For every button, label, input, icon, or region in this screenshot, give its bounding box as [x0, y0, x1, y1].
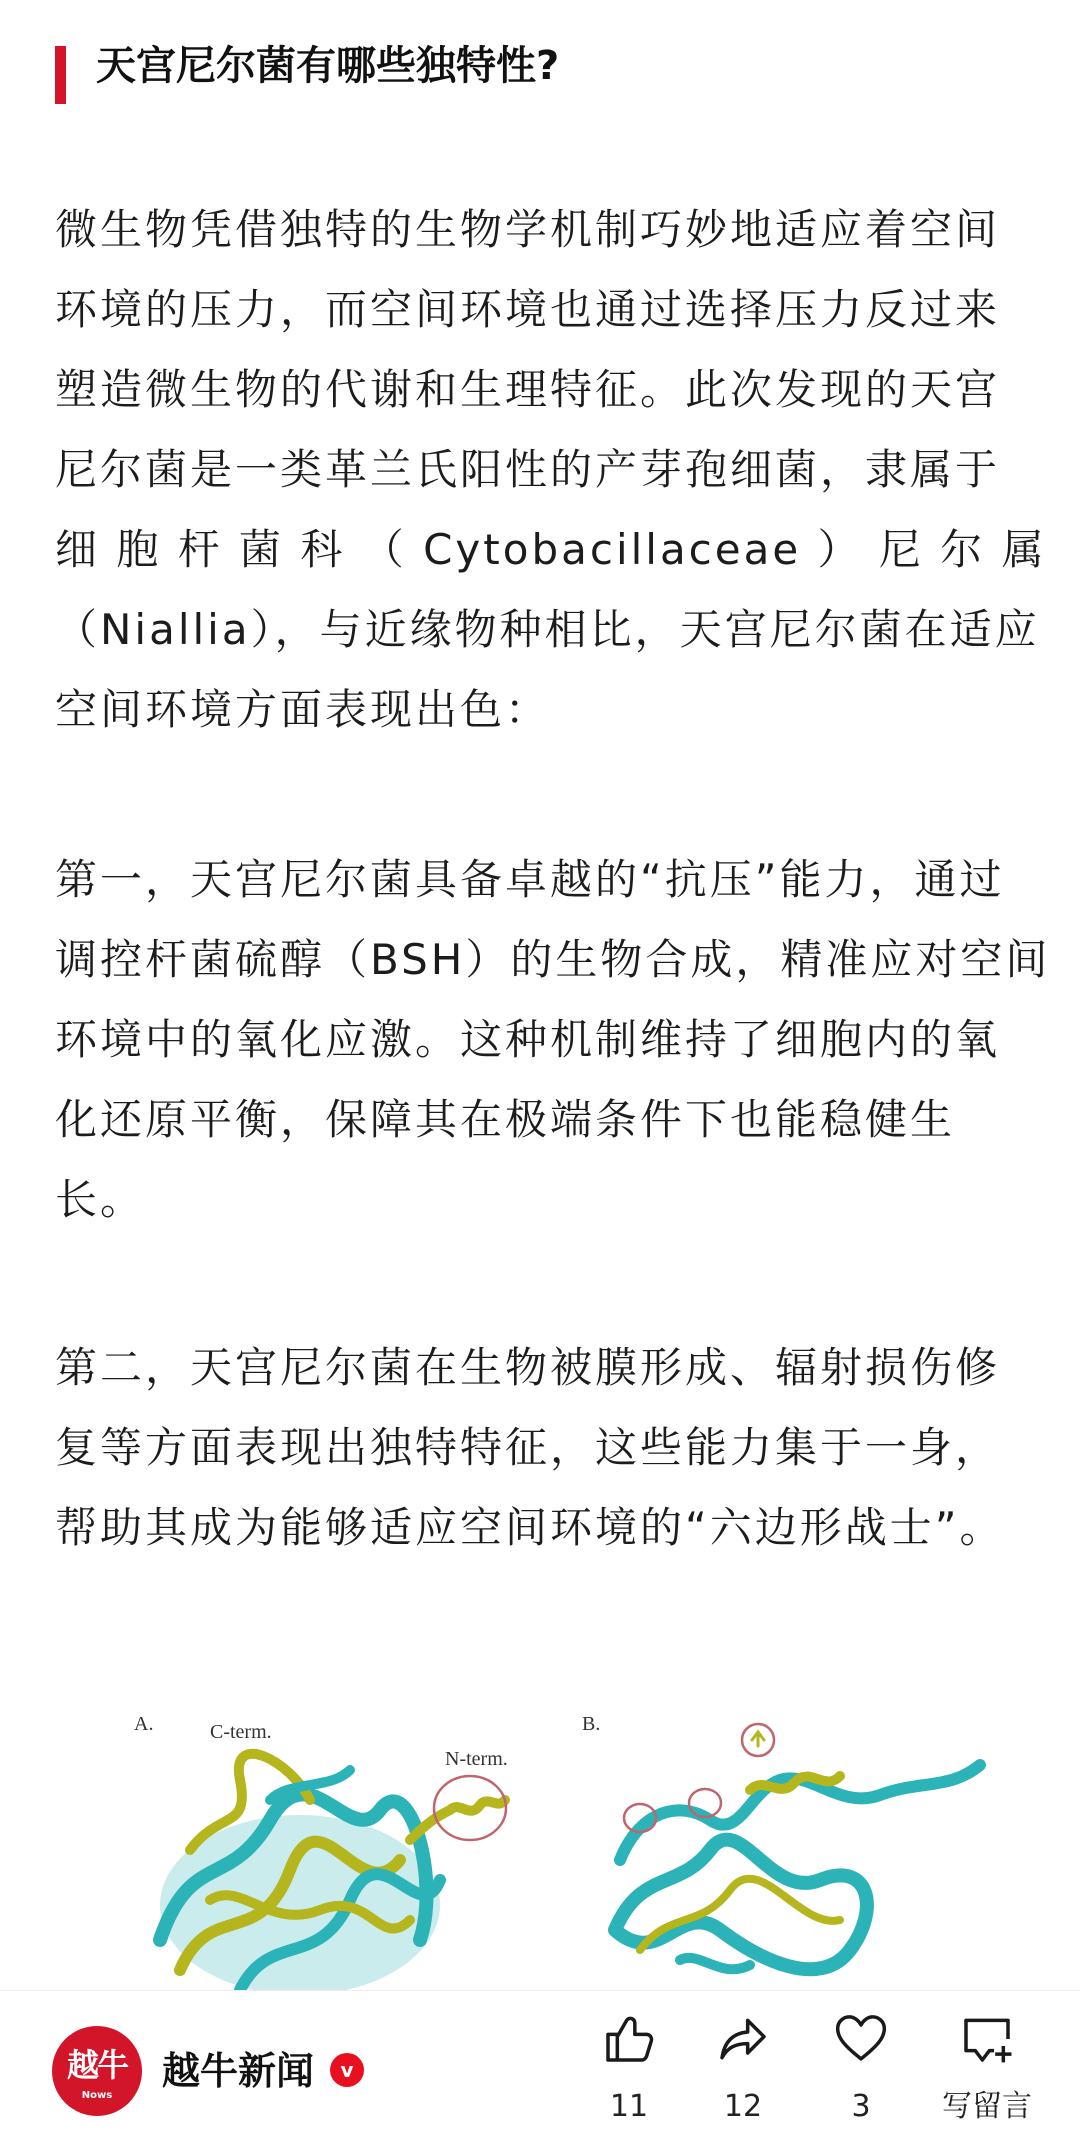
paragraph-line: 调控杆菌硫醇（BSH）的生物合成，精准应对空间: [55, 935, 1051, 984]
c-term-label: C-term.: [210, 1721, 272, 1743]
paragraph-line: 塑造微生物的代谢和生理特征。此次发现的天宫: [55, 365, 1001, 414]
paragraph-line: 第二，天宫尼尔菌在生物被膜形成、辐射损伤修: [55, 1343, 1001, 1392]
paragraph-line: 第一，天宫尼尔菌具备卓越的“抗压”能力，通过: [55, 855, 1005, 904]
write-comment-label: 写留言: [942, 2089, 1032, 2124]
panel-a-protein: [160, 1754, 506, 1990]
panel-a-label: A.: [134, 1713, 154, 1735]
comment-add-icon: [959, 2011, 1015, 2067]
account-name[interactable]: 越牛新闻: [162, 2049, 315, 2093]
write-comment-button[interactable]: [922, 2011, 1052, 2141]
heart-icon: [833, 2011, 889, 2067]
paragraph-line: 环境的压力，而空间环境也通过选择压力反过来: [55, 285, 1001, 334]
paragraph-line: 细 胞 杆 菌 科 （ Cytobacillaceae ） 尼 尔 属: [55, 525, 1047, 574]
n-term-label: N-term.: [445, 1748, 508, 1770]
protein-structure-figure[interactable]: [120, 1700, 1000, 1990]
paragraph-line: 帮助其成为能够适应空间环境的“六边形战士”。: [55, 1503, 1005, 1552]
paragraph-line: 环境中的氧化应激。这种机制维持了细胞内的氧: [55, 1015, 1001, 1064]
panel-b-label: B.: [582, 1713, 601, 1735]
account-avatar[interactable]: [52, 2026, 142, 2116]
paragraph-intro: [55, 190, 1047, 750]
paragraph-second-point: [55, 1328, 1025, 1568]
share-arrow-icon: [715, 2011, 771, 2067]
avatar-logo-subtext: Nows: [81, 2090, 113, 2101]
share-button[interactable]: [688, 2011, 798, 2141]
paragraph-line: （Niallia），与近缘物种相比，天宫尼尔菌在适应: [55, 605, 1040, 654]
share-count: 12: [723, 2089, 763, 2124]
protein-structure-image: [120, 1700, 1000, 1990]
paragraph-line: 尼尔菌是一类革兰氏阳性的产芽孢细菌，隶属于: [55, 445, 1001, 494]
section-heading: 天宫尼尔菌有哪些独特性?: [96, 43, 560, 89]
panel-b-protein: [615, 1724, 980, 1969]
paragraph-first-point: [55, 840, 1051, 1240]
paragraph-line: 化还原平衡，保障其在极端条件下也能稳健生: [55, 1095, 956, 1144]
heading-accent-bar: [55, 46, 66, 104]
like-count: 11: [609, 2089, 649, 2124]
like-button[interactable]: [574, 2011, 684, 2141]
verified-badge: v: [330, 2053, 364, 2087]
paragraph-line: 微生物凭借独特的生物学机制巧妙地适应着空间: [55, 205, 1001, 254]
bottom-action-bar: [0, 1990, 1080, 2152]
favorite-button[interactable]: [806, 2011, 916, 2141]
paragraph-line: 长。: [55, 1175, 146, 1224]
favorite-count: 3: [851, 2089, 871, 2124]
paragraph-line: 复等方面表现出独特特征，这些能力集于一身，: [55, 1423, 1001, 1472]
avatar-logo-text: 越牛: [66, 2046, 127, 2084]
paragraph-line: 空间环境方面表现出色：: [55, 685, 551, 734]
thumbs-up-icon: [601, 2011, 657, 2067]
